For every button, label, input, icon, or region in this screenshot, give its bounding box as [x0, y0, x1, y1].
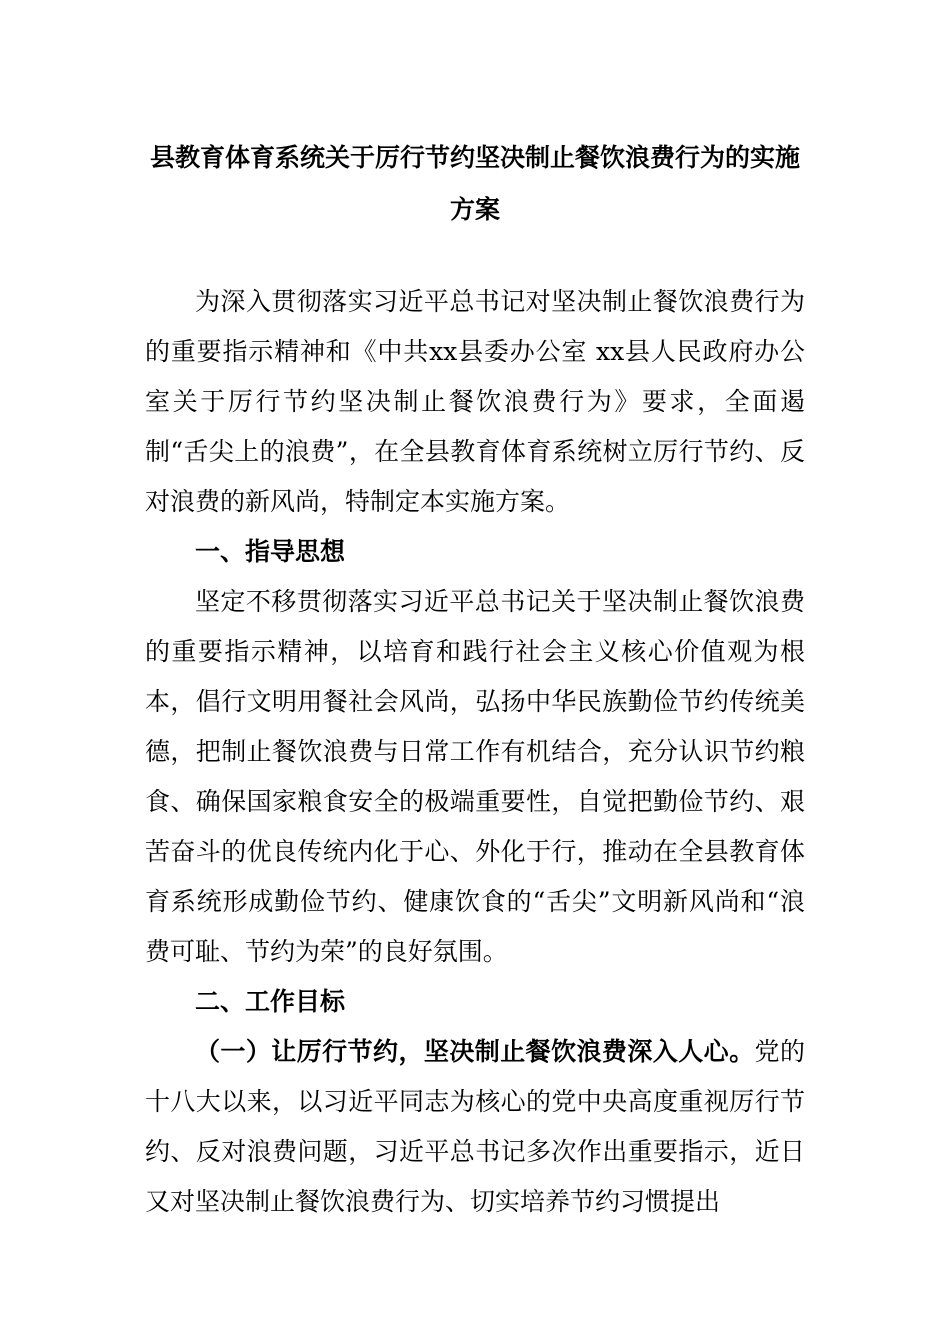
section-heading-guiding-ideology: 一、指导思想 — [195, 537, 346, 566]
goal-1-text: 党的十八大以来，以习近平同志为核心的党中央高度重视厉行节约、反对浪费问题，习近平总书记多次作出重要指示，近日又对坚决制止餐饮浪费行为、切实培养节约习惯提出 — [145, 1037, 805, 1216]
section-paragraph-guiding-ideology: 坚定不移贯彻落实习近平总书记关于坚决制止餐饮浪费的重要指示精神，以培育和践行社会主义核心价值观为根本，倡行文明用餐社会风尚，弘扬中华民族勤俭节约传统美德，把制止餐饮浪费与日常工作有机结合，充分认识节约粮食、确保国家粮食安全的极端重要性，自觉把勤俭节约、艰苦奋斗的优良传统内化于心、外化于行，推动在全县教育体育系统形成勤俭节约、健康饮食的“舌尖”文明新风尚和“浪费可耻、节约为荣”的良好氛围。 — [145, 587, 805, 966]
document-title: 县教育体育系统关于厉行节约坚决制止餐饮浪费行为的实施方案 — [149, 143, 800, 224]
section-heading-work-goals: 二、工作目标 — [195, 987, 346, 1016]
document-body — [145, 277, 805, 1227]
goal-1-lead: （一）让厉行节约，坚决制止餐饮浪费深入人心。 — [195, 1037, 755, 1066]
intro-paragraph: 为深入贯彻落实习近平总书记对坚决制止餐饮浪费行为的重要指示精神和《中共xx县委办公室 xx县人民政府办公室关于厉行节约坚决制止餐饮浪费行为》要求，全面遏制“舌尖上的浪费”，在全县教育体育系统树立厉行节约、反对浪费的新风尚，特制定本实施方案。 — [145, 287, 805, 516]
section-paragraph-goal-1 — [145, 1027, 805, 1227]
